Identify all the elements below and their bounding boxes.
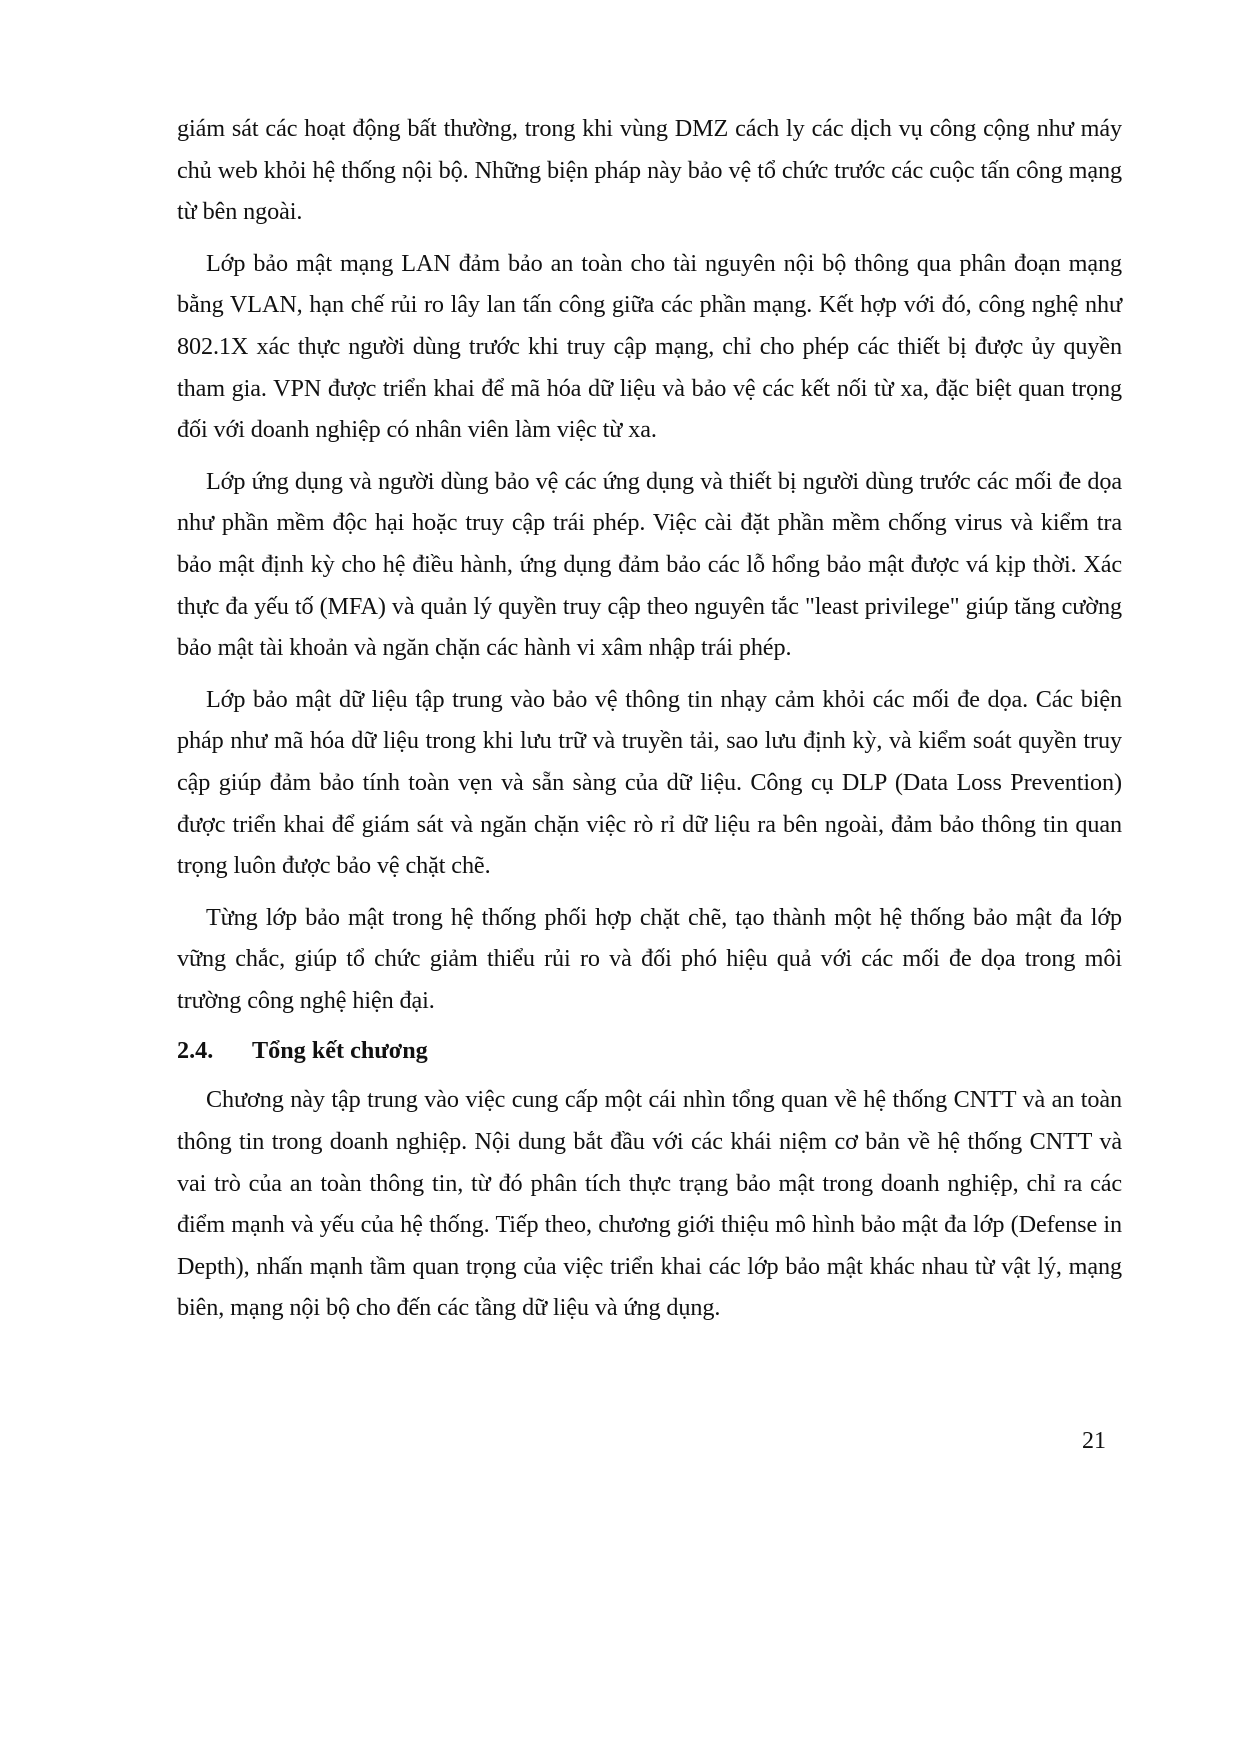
- paragraph-data-security: Lớp bảo mật dữ liệu tập trung vào bảo vệ thông tin nhạy cảm khỏi các mối đe dọa. Các biện pháp như mã hóa dữ liệu trong khi lưu trữ và truyền tải, sao lưu định kỳ, và kiểm soát quyền truy cập giúp đảm bảo tính toàn vẹn và sẵn sàng của dữ liệu. Công cụ DLP (Data Loss Prevention) được triển khai để giám sát và ngăn chặn việc rò rỉ dữ liệu ra bên ngoài, đảm bảo thông tin quan trọng luôn được bảo vệ chặt chẽ.: [177, 685, 1122, 880]
- paragraph-application-user-security: Lớp ứng dụng và người dùng bảo vệ các ứng dụng và thiết bị người dùng trước các mối đe dọa như phần mềm độc hại hoặc truy cập trái phép. Việc cài đặt phần mềm chống virus và kiểm tra bảo mật định kỳ cho hệ điều hành, ứng dụng đảm bảo các lỗ hổng bảo mật được vá kịp thời. Xác thực đa yếu tố (MFA) và quản lý quyền truy cập theo nguyên tắc "least privilege" giúp tăng cường bảo mật tài khoản và ngăn chặn các hành vi xâm nhập trái phép.: [177, 467, 1122, 662]
- paragraph-chapter-summary: Chương này tập trung vào việc cung cấp một cái nhìn tổng quan về hệ thống CNTT và an toàn thông tin trong doanh nghiệp. Nội dung bắt đầu với các khái niệm cơ bản về hệ thống CNTT và vai trò của an toàn thông tin, từ đó phân tích thực trạng bảo mật trong doanh nghiệp, chỉ ra các điểm mạnh và yếu của hệ thống. Tiếp theo, chương giới thiệu mô hình bảo mật đa lớp (Defense in Depth), nhấn mạnh tầm quan trọng của việc triển khai các lớp bảo mật khác nhau từ vật lý, mạng biên, mạng nội bộ cho đến các tầng dữ liệu và ứng dụng.: [177, 1086, 1122, 1322]
- paragraph-lan-security: Lớp bảo mật mạng LAN đảm bảo an toàn cho tài nguyên nội bộ thông qua phân đoạn mạng bằng VLAN, hạn chế rủi ro lây lan tấn công giữa các phần mạng. Kết hợp với đó, công nghệ như 802.1X xác thực người dùng trước khi truy cập mạng, chỉ cho phép các thiết bị được ủy quyền tham gia. VPN được triển khai để mã hóa dữ liệu và bảo vệ các kết nối từ xa, đặc biệt quan trọng đối với doanh nghiệp có nhân viên làm việc từ xa.: [177, 249, 1122, 444]
- paragraph-layers-summary: Từng lớp bảo mật trong hệ thống phối hợp chặt chẽ, tạo thành một hệ thống bảo mật đa lớp vững chắc, giúp tổ chức giảm thiểu rủi ro và đối phó hiệu quả với các mối đe dọa trong môi trường công nghệ hiện đại.: [177, 903, 1122, 1014]
- section-heading: [177, 1031, 1122, 1071]
- section-title: Tổng kết chương: [252, 1037, 428, 1065]
- page-number: 21: [1082, 1428, 1106, 1454]
- section-number: 2.4.: [177, 1037, 214, 1065]
- document-page-body: [177, 108, 1122, 1339]
- paragraph-dmz-continuation: giám sát các hoạt động bất thường, trong khi vùng DMZ cách ly các dịch vụ công cộng như máy chủ web khỏi hệ thống nội bộ. Những biện pháp này bảo vệ tổ chức trước các cuộc tấn công mạng từ bên ngoài.: [177, 115, 1122, 226]
